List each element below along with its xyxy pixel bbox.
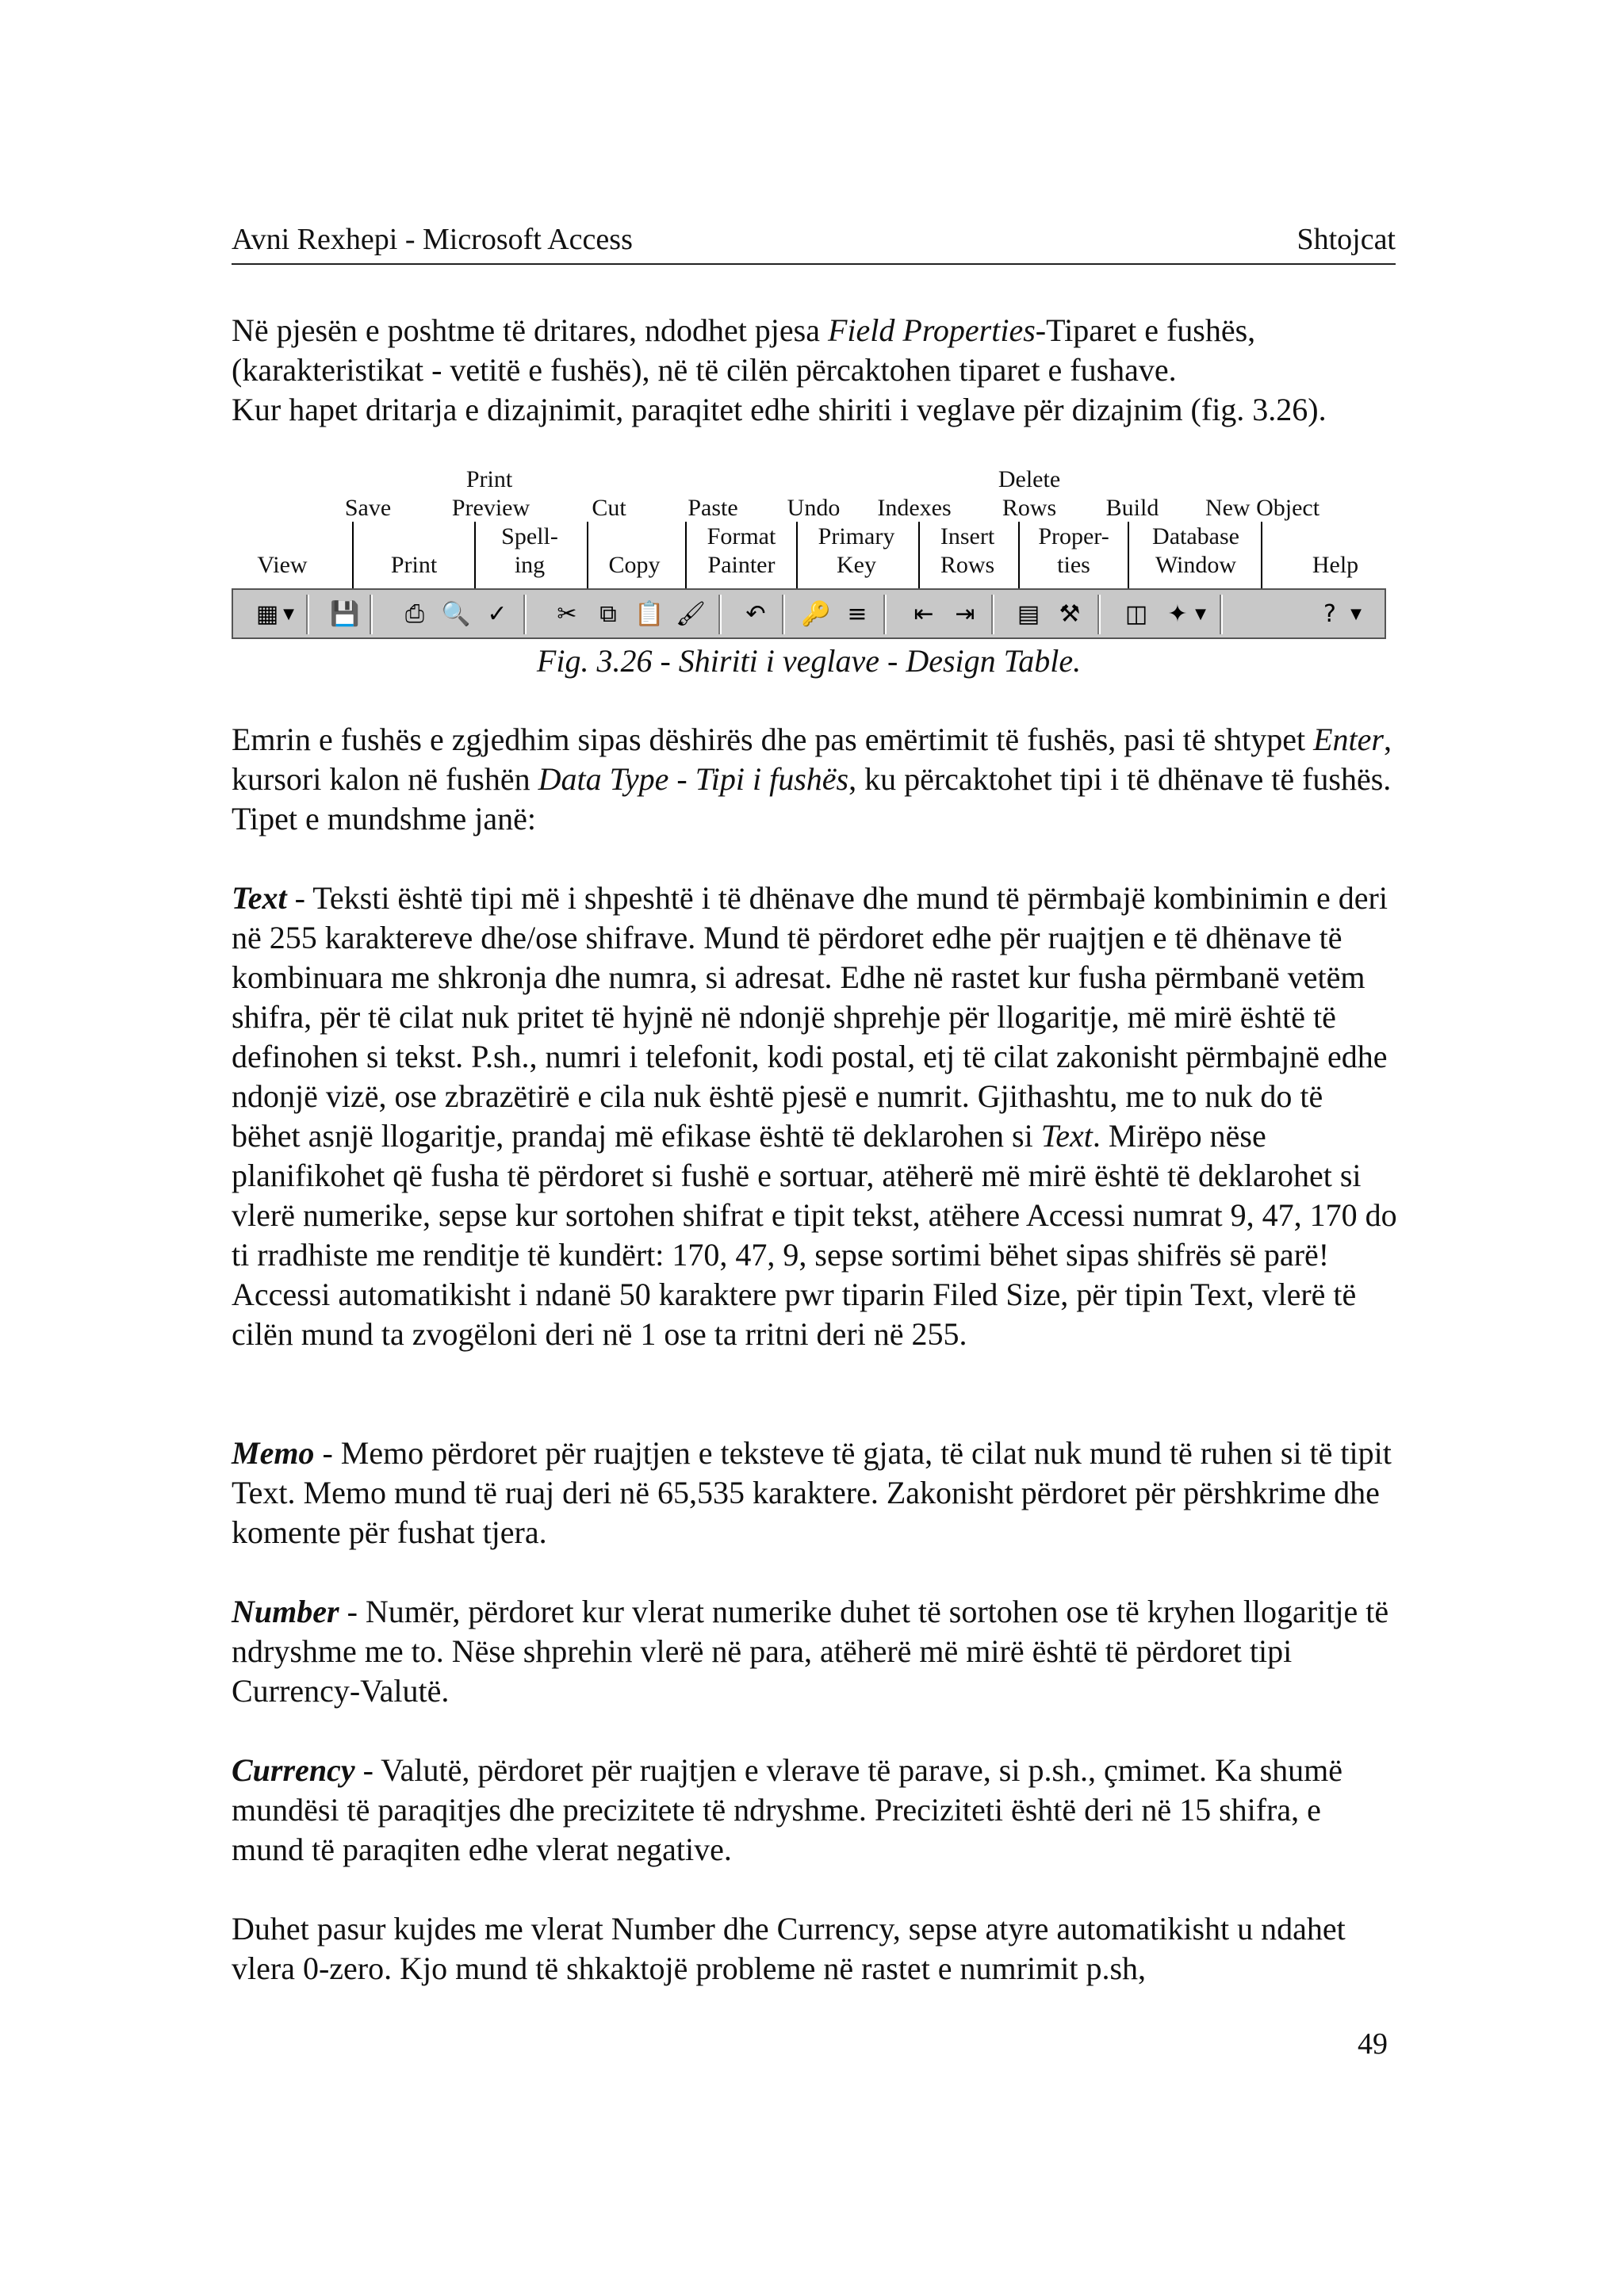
format-painter-icon[interactable]: 🖌 [675, 599, 707, 628]
memo-type-section [232, 1434, 1397, 1552]
text-term-inline: Text [1040, 1118, 1093, 1154]
text-description: . Mirëpo nëse planifikohet që fusha të përdoret si fushë e sortuar, atëherë më mirë është të deklarohet si vlerë numerike, sepse kur sortohen shifrat e tipit tekst, atëhere Accessi numrat 9, 47, 170 do ti rradhiste me renditje të kundërt: 170, 47, 9, sepse sortimi bëhet sipas shifrës së parë! Accessi automatikisht i ndanë 50 karaktere pwr tiparin Filed Size, për tipin Text, vlerë të cilën mund ta zvogëloni deri në 1 ose ta rritni deri në 255. [232, 1118, 1397, 1352]
leader-line [352, 522, 354, 590]
enter-term: Enter [1313, 722, 1384, 757]
final-text: Duhet pasur kujdes me vlerat Number dhe Currency, sepse atyre automatikisht u ndahet vlera 0-zero. Kjo mund të shkaktojë probleme në rastet e numrimit p.sh, [232, 1911, 1346, 1986]
toolbar-separator [782, 595, 785, 634]
intro-text-1: Në pjesën e poshtme të dritares, ndodhet pjesa [232, 312, 828, 348]
label-save: Save [344, 495, 392, 521]
label-paste: Paste [688, 495, 738, 521]
leader-line [474, 522, 476, 590]
label-indexes: Indexes [877, 495, 952, 521]
chevron-down-icon[interactable]: ▼ [1195, 605, 1206, 622]
currency-term: Currency [232, 1752, 355, 1788]
design-table-toolbar [232, 588, 1386, 639]
save-icon[interactable]: 💾 [330, 599, 360, 628]
label-print-preview-1: Print [465, 466, 513, 492]
chevron-down-icon[interactable]: ▼ [283, 605, 294, 622]
label-build: Build [1105, 495, 1159, 521]
label-print-preview-2: Preview [451, 495, 530, 521]
label-new-object: New Object [1205, 495, 1320, 521]
label-delete-rows-2: Rows [1002, 495, 1057, 521]
print-preview-icon[interactable]: 🔍 [441, 599, 471, 628]
final-paragraph [232, 1909, 1397, 1989]
para-text: Emrin e fushës e zgjedhim sipas dëshirës dhe pas emërtimit të fushës, pasi të shtypet [232, 722, 1314, 757]
intro-text-3: Kur hapet dritarja e dizajnimit, paraqitet edhe shiriti i veglave për dizajnim (fig. 3.26). [232, 392, 1327, 427]
para-text: , ku përcaktohet tipi i të dhënave të fushës. Tipet e mundshme janë: [232, 761, 1392, 836]
number-term: Number [232, 1594, 339, 1629]
figure-caption: Fig. 3.26 - Shiriti i veglave - Design Table. [536, 643, 1082, 679]
toolbar-separator [523, 595, 527, 634]
label-undo: Undo [787, 495, 841, 521]
label-help: Help [1312, 552, 1359, 578]
text-description: - Teksti është tipi më i shpeshtë i të dhënave dhe mund të përmbajë kombinimin e deri në 255 karaktereve dhe/ose shifrave. Mund të përdoret edhe për ruajtjen e të dhënave të kombinuara me shkronja dhe numra, si adresat. Edhe në rastet kur fusha përmbanë vetëm shifra, për të cilat nuk pritet të hyjnë në ndonjë shprehje për llogaritje, më mirë është të definohen si tekst. P.sh., numri i telefonit, kodi postal, etj të cilat zakonisht përmbajnë edhe ndonjë vizë, ose zbrazëtirë e cila nuk është pjesë e numrit. Gjithashtu, me to nuk do të bëhet asnjë llogaritje, prandaj më efikase është të deklarohen si [232, 880, 1388, 1154]
page-header [232, 219, 1396, 265]
view-icon[interactable]: ▦ [255, 599, 279, 628]
primary-key-icon[interactable]: 🔑 [801, 599, 831, 628]
field-properties-term: Field Properties [828, 312, 1036, 348]
intro-paragraph [232, 311, 1397, 430]
leader-line [1261, 522, 1262, 590]
memo-description: - Memo përdoret për ruajtjen e teksteve të gjata, të cilat nuk mund të ruhen si të tipit Text. Memo mund të ruaj deri në 65,535 karaktere. Zakonisht përdoret për përshkrime dhe komente për fushat tjera. [232, 1435, 1392, 1550]
new-object-icon[interactable]: ✦ [1167, 599, 1188, 628]
label-primary-key-1: Primary [818, 523, 895, 549]
leader-line [1018, 522, 1020, 590]
toolbar-separator [1097, 595, 1101, 634]
label-spelling-2: ing [514, 552, 546, 578]
leader-line [1128, 522, 1129, 590]
toolbar-separator [883, 595, 887, 634]
label-properties-2: ties [1057, 552, 1090, 578]
label-format-painter-1: Format [707, 523, 776, 549]
toolbar-separator [718, 595, 722, 634]
label-database-window-2: Window [1155, 552, 1237, 578]
label-primary-key-2: Key [837, 552, 876, 578]
data-type-paragraph [232, 720, 1397, 839]
currency-type-section [232, 1751, 1397, 1870]
help-icon[interactable]: ? [1323, 599, 1336, 628]
label-copy: Copy [608, 552, 661, 578]
delete-rows-icon[interactable]: ⇥ [955, 599, 975, 628]
print-icon[interactable]: ⎙ [405, 599, 424, 628]
label-format-painter-2: Painter [707, 552, 776, 578]
leader-line [918, 522, 920, 590]
data-type-term: Data Type - Tipi i fushës [538, 761, 849, 797]
text-term: Text [232, 880, 287, 916]
leader-line [796, 522, 798, 590]
label-properties-1: Proper- [1038, 523, 1109, 549]
label-insert-rows-1: Insert [940, 523, 995, 549]
currency-description: - Valutë, përdoret për ruajtjen e vlerave të parave, si p.sh., çmimet. Ka shumë mundësi të paraqitjes dhe precizitete të ndryshme. Preciziteti është deri në 15 shifra, e mund të paraqiten edhe vlerat negative. [232, 1752, 1343, 1867]
header-title: Avni Rexhepi - Microsoft Access [232, 223, 633, 256]
spelling-icon[interactable]: ✓ [487, 599, 508, 628]
label-view: View [257, 552, 308, 578]
leader-line [587, 522, 588, 590]
chevron-down-icon[interactable]: ▼ [1350, 605, 1362, 622]
indexes-icon[interactable]: ≡ [847, 599, 868, 628]
insert-rows-icon[interactable]: ⇤ [914, 599, 934, 628]
copy-icon[interactable]: ⧉ [599, 599, 617, 628]
toolbar-separator [306, 595, 309, 634]
label-delete-rows-1: Delete [998, 466, 1061, 492]
page-number: 49 [1358, 2027, 1388, 2061]
undo-icon[interactable]: ↶ [745, 599, 766, 628]
number-description: - Numër, përdoret kur vlerat numerike duhet të sortohen ose të kryhen llogaritje të ndryshme me to. Nëse shprehin vlerë në para, atëherë më mirë është të përdoret tipi Currency-Valutë. [232, 1594, 1389, 1709]
text-type-section [232, 879, 1397, 1354]
database-window-icon[interactable]: ◫ [1124, 599, 1148, 628]
label-cut: Cut [592, 495, 626, 521]
memo-term: Memo [232, 1435, 315, 1471]
paste-icon[interactable]: 📋 [634, 599, 665, 628]
intro-text-2: -Tiparet e fushës, (karakteristikat - vetitë e fushës), në të cilën përcaktohen tiparet e fushave. [232, 312, 1256, 388]
para-text: , kursori kalon në fushën [232, 722, 1392, 797]
header-section: Shtojcat [1297, 223, 1396, 256]
label-database-window-1: Database [1152, 523, 1239, 549]
leader-line [685, 522, 687, 590]
label-spelling-1: Spell- [501, 523, 558, 549]
label-print: Print [390, 552, 438, 578]
build-icon[interactable]: ⚒ [1059, 599, 1081, 628]
cut-icon[interactable]: ✂ [557, 599, 577, 628]
number-type-section [232, 1592, 1397, 1711]
toolbar-separator [370, 595, 373, 634]
properties-icon[interactable]: ▤ [1017, 599, 1040, 628]
label-insert-rows-2: Rows [940, 552, 995, 578]
toolbar-separator [1220, 595, 1223, 634]
toolbar-labels [232, 466, 1389, 590]
toolbar-separator [991, 595, 994, 634]
